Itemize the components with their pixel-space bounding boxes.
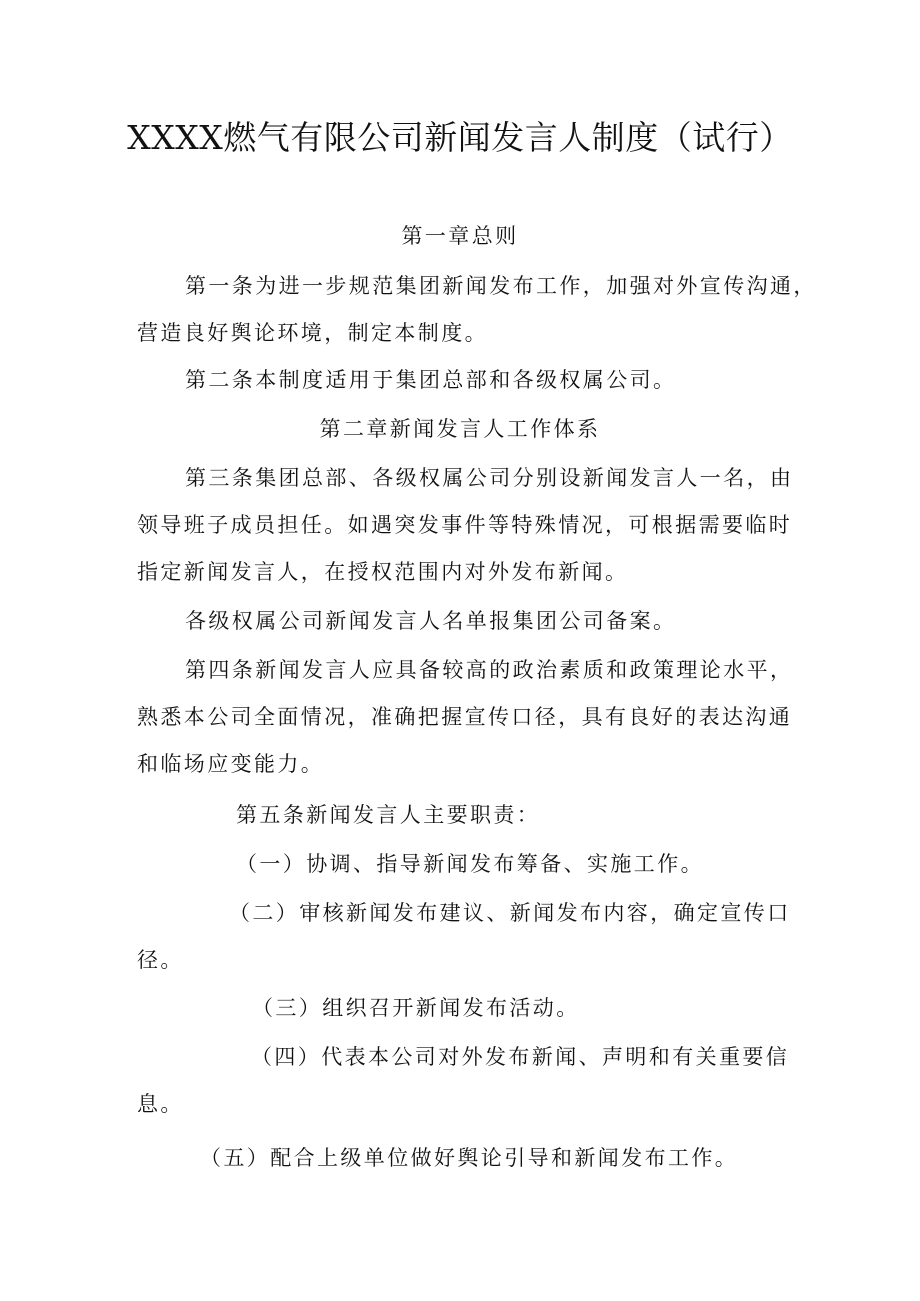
duty-item-2-line-1: （二）审核新闻发布建议、新闻发布内容，确定宣传口 (229, 901, 791, 925)
duty-item-2 (137, 890, 791, 984)
duty-item-1: （一）协调、指导新闻发布筹备、实施工作。 (236, 852, 704, 876)
article-2: 第二条本制度适用于集团总部和各级权属公司。 (185, 368, 677, 392)
article-3-note: 各级权属公司新闻发言人名单报集团公司备案。 (185, 609, 677, 633)
duty-item-4-line-2: 息。 (137, 1092, 184, 1116)
article-4-line-1: 第四条新闻发言人应具备较高的政治素质和政策理论水平， (185, 658, 794, 682)
article-3-line-1: 第三条集团总部、各级权属公司分别设新闻发言人一名，由 (185, 466, 794, 490)
article-3-line-3: 指定新闻发言人，在授权范围内对外发布新闻。 (137, 560, 629, 584)
article-4-line-3: 和临场应变能力。 (137, 752, 325, 776)
duty-item-4 (137, 1034, 789, 1128)
article-4-line-2: 熟悉本公司全面情况，准确把握宣传口径，具有良好的表达沟通 (137, 705, 793, 729)
duty-item-4-line-1: （四）代表本公司对外发布新闻、声明和有关重要信 (251, 1045, 790, 1069)
article-1-line-1: 第一条为进一步规范集团新闻发布工作，加强对外宣传沟通， (185, 274, 817, 298)
duty-item-2-line-2: 径。 (137, 948, 184, 972)
article-3 (137, 455, 793, 596)
chapter-heading-1: 第一章总则 (401, 224, 519, 248)
article-3-line-2: 领导班子成员担任。如遇突发事件等特殊情况，可根据需要临时 (137, 513, 793, 537)
article-1 (137, 263, 817, 357)
document-title: XXXX燃气有限公司新闻发言人制度（试行） (127, 118, 793, 157)
duty-item-3: （三）组织召开新闻发布活动。 (252, 996, 580, 1020)
article-5: 第五条新闻发言人主要职责： (236, 803, 541, 827)
article-1-line-2: 营造良好舆论环境，制定本制度。 (137, 321, 488, 345)
chapter-heading-2: 第二章新闻发言人工作体系 (319, 417, 601, 441)
duty-item-5: （五）配合上级单位做好舆论引导和新闻发布工作。 (200, 1146, 739, 1170)
article-4 (137, 647, 793, 788)
